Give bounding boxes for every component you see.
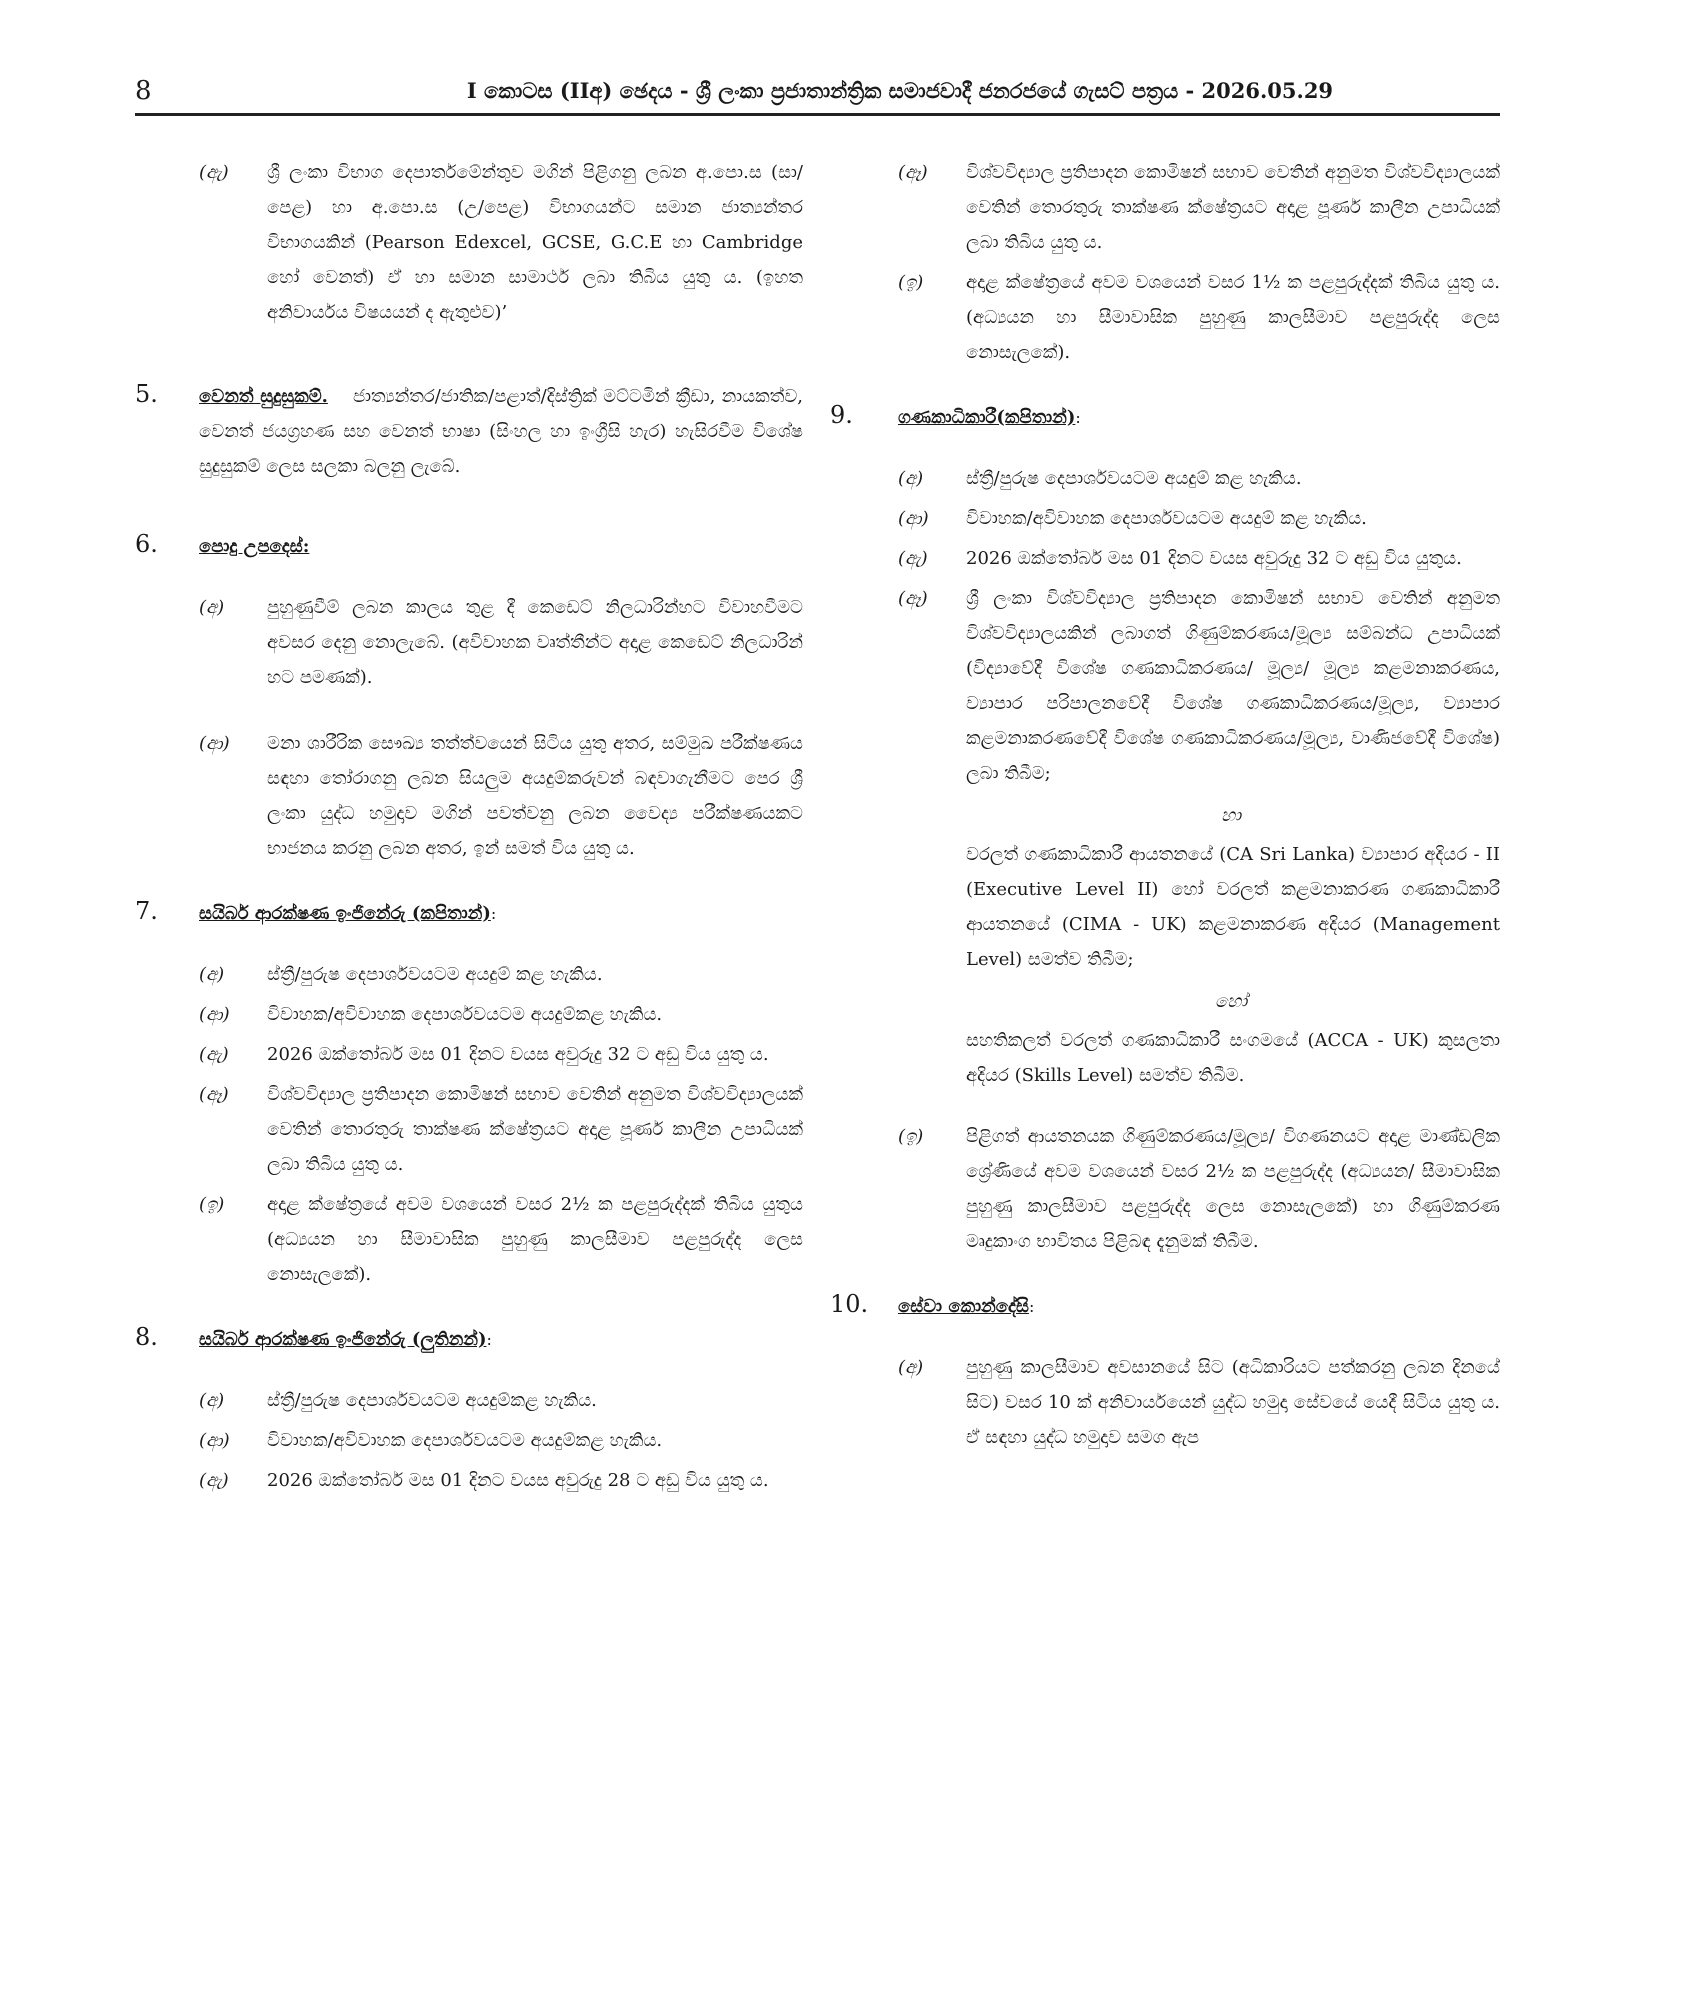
list-item: (ඉ) අදාළ ක්ෂේත්‍රයේ අවම වශයෙන් වසර 1½ ක පළපුරුද්දක් තිබිය යුතු ය. (අධ්‍යයන හා සීමාවාසික පුහුණු කාලසීමාව පළපුරුද්ද ලෙස නොසැලකේ). bbox=[898, 272, 1500, 363]
qualification-text: වරලත් ගණකාධිකාරී ආයතනයේ (CA Sri Lanka) ව්‍යාපාර අදියර - II (Executive Level II) හෝ වරලත් කළමනාකරණ ගණකාධිකාරී ආයතනයේ (CIMA - UK) කළමනාකරණ අදියර (Management Level) සමත්ව තිබීම; bbox=[966, 844, 1500, 970]
section-10: 10. සේවා කොන්දේසි: bbox=[830, 1290, 1035, 1318]
section-heading: වෙනත් සුදුසුකම්. bbox=[199, 386, 328, 407]
list-item: (ඇ) 2026 ඔක්තෝබර් මස 01 දිනට වයස අවුරුදු 32 ට අඩු විය යුතු ය. bbox=[199, 1044, 769, 1065]
section-heading: සේවා කොන්දේසි bbox=[898, 1296, 1029, 1317]
list-item: (ඇ) 2026 ඔක්තෝබර් මස 01 දිනට වයස අවුරුදු 32 ට අඩු විය යුතුය. bbox=[898, 548, 1462, 569]
section-heading: ගණකාධිකාරී(කපිතාන්) bbox=[898, 407, 1076, 428]
section-7: 7. සයිබර් ආරක්ෂණ ඉංජිනේරු (කපිතාන්): bbox=[135, 897, 497, 925]
list-item: (අ) ස්ත්‍රී/පුරුෂ දෙපාර්ශවයටම අයදුම්කළ හැකිය. bbox=[199, 1390, 597, 1411]
list-item: (ඈ) විශ්වවිද්‍යාල ප්‍රතිපාදන කොමිෂන් සභාව වෙතින් අනුමත විශ්වවිද්‍යාලයක් වෙතින් තොරතුරු තාක්ෂණ ක්ෂේත්‍රයට අදාළ පූර්ණ කාලීන උපාධියක් ලබා තිබිය යුතු ය. bbox=[898, 162, 1500, 253]
qualification-text: සහතිකලත් වරලත් ගණකාධිකාරී සංගමයේ (ACCA - UK) කුසලතා අදියර (Skills Level) සමත්ව තිබීම. bbox=[966, 1030, 1500, 1086]
list-item: (අ) පුහුණු කාලසීමාව අවසානයේ සිට (අධිකාරියට පත්කරනු ලබන දිනයේ සිට) වසර 10 ක් අනිවාර්යයෙන් යුද්ධ හමුදා සේවයේ යෙදී සිටිය යුතු ය. ඒ සඳහා යුද්ධ හමුදාව සමග ඇප bbox=[898, 1357, 1500, 1448]
gazette-title: I කොටස (IIඅ) ඡෙදය - ශ්‍රී ලංකා ප්‍රජාතාන්ත්‍රික සමාජවාදී ජනරජයේ ගැසට් පත්‍රය - 2026.05.29 bbox=[466, 78, 1334, 103]
list-item: (ඈ) ශ්‍රී ලංකා විශ්වවිද්‍යාල ප්‍රතිපාදන කොමිෂන් සභාව වෙතින් අනුමත විශ්වවිද්‍යාලයකින් ලබාගත් ගිණුම්කරණය/මූල්‍ය සම්බන්ධ උපාධියක් (විද්‍යාවේදී විශේෂ ගණකාධිකරණය/ මූල්‍ය/ මූල්‍ය කළමනාකරණය, ව්‍යාපාර පරිපාලනවේදී විශේෂ ගණකාධිකරණය/මූල්‍ය, ව්‍යාපාර කළමනාකරණවේදී විශේෂ ගණකාධිකරණය/මූල්‍ය, වාණිජවේදී විශේෂ) ලබා තිබීම; bbox=[898, 588, 1500, 784]
list-item: (ආ) මනා ශාරීරික සෞඛ්‍ය තත්ත්වයෙන් සිටිය යුතු අතර, සම්මුඛ පරීක්ෂණය සඳහා තෝරාගනු ලබන සියලුම අයදුම්කරුවන් බඳවාගැනීමට පෙර ශ්‍රී ලංකා යුද්ධ හමුදාව මගින් පවත්වනු ලබන වෛද්‍ය පරීක්ෂණයකට භාජනය කරනු ලබන අතර, ඉන් සමත් විය යුතු ය. bbox=[199, 733, 803, 859]
section-heading: සයිබර් ආරක්ෂණ ඉංජිනේරු (කපිතාන්) bbox=[199, 903, 491, 924]
page-header bbox=[135, 70, 1500, 116]
section-5: 5. වෙනත් සුදුසුකම්. ජාත්‍යන්තර/ජාතික/පළාත්/දිස්ත්‍රික් මට්ටමින් ක්‍රීඩා, නායකත්ව, වෙනත් ජයග්‍රහණ සහ වෙනත් භාෂා (සිංහල හා ඉංග්‍රීසි හැර) හැසිරවීම විශේෂ සුදුසුකම් ලෙස සලකා බලනු ලැබේ. bbox=[135, 380, 803, 477]
right-column bbox=[830, 155, 1500, 1460]
section-heading: පොදු උපදෙස්: bbox=[199, 536, 310, 557]
page-number: 8 bbox=[135, 76, 152, 106]
list-item: (ඇ) ශ්‍රී ලංකා විභාග දෙපාර්තමේන්තුව මගින් පිළිගනු ලබන අ.පො.ස (සා/පෙළ) හා අ.පො.ස (උ/පෙළ) විභාගයන්ට සමාන ජාත්‍යන්තර විභාගයකින් (Pearson Edexcel, GCSE, G.C.E හා Cambridge හෝ වෙනත්) ඒ හා සමාන සාමාර්ථ ලබා තිබිය යුතු ය. (ඉහත අනිවාර්යය විෂයයන් ද ඇතුළුව)’ bbox=[199, 162, 803, 323]
section-9: 9. ගණකාධිකාරී(කපිතාන්): bbox=[830, 401, 1081, 429]
left-column bbox=[135, 155, 803, 1503]
list-item: (ආ) විවාහක/අවිවාහක දෙපාර්ශවයටම අයදුම්කළ හැකිය. bbox=[199, 1430, 663, 1451]
conjunction-or: හෝ bbox=[1214, 991, 1248, 1012]
list-item: (ඉ) පිළිගත් ආයතනයක ගිණුම්කරණය/මූල්‍ය/ විගණනයට අදාළ මාණ්ඩලික ශ්‍රේණියේ අවම වශයෙන් වසර 2½ ක පළපුරුද්ද (අධ්‍යයන/ සීමාවාසික පුහුණු කාලසීමාව පළපුරුද්ද ලෙස නොසැලකේ) හා ගිණුම්කරණ මෘදුකාංග භාවිතය පිළිබඳ දැනුමක් තිබීම. bbox=[898, 1126, 1500, 1252]
list-item: (ඇ) 2026 ඔක්තෝබර් මස 01 දිනට වයස අවුරුදු 28 ට අඩු විය යුතු ය. bbox=[199, 1470, 769, 1491]
list-item: (අ) පුහුණුවීම් ලබන කාලය තුළ දී කෙඩෙට් නිලධාරින්හට විවාහවීමට අවසර දෙනු නොලැබේ. (අවිවාහක වෘත්තීන්ට අදාළ කෙඩෙට් නිලධාරින් හට පමණක්). bbox=[199, 597, 803, 688]
section-8: 8. සයිබර් ආරක්ෂණ ඉංජිනේරු (ලුතිනන්): bbox=[135, 1323, 492, 1351]
header-rule bbox=[135, 113, 1500, 116]
conjunction-and: හා bbox=[1220, 805, 1242, 826]
list-item: (අ) ස්ත්‍රී/පුරුෂ දෙපාර්ශවයටම අයදුම් කළ හැකිය. bbox=[898, 468, 1302, 489]
list-item: (අ) ස්ත්‍රී/පුරුෂ දෙපාර්ශවයටම අයදුම් කළ හැකිය. bbox=[199, 964, 603, 985]
list-item: (ආ) විවාහක/අවිවාහක දෙපාර්ශවයටම අයදුම්කළ හැකිය. bbox=[199, 1004, 663, 1025]
list-item: (ආ) විවාහක/අවිවාහක දෙපාර්ශවයටම අයදුම් කළ හැකිය. bbox=[898, 508, 1367, 529]
list-item: (ඉ) අදාළ ක්ෂේත්‍රයේ අවම වශයෙන් වසර 2½ ක පළපුරුද්දක් තිබිය යුතුය (අධ්‍යයන හා සීමාවාසික පුහුණු කාලසීමාව පළපුරුද්ද ලෙස නොසැලකේ). bbox=[199, 1194, 803, 1285]
section-6: 6. පොදු උපදෙස්: bbox=[135, 530, 310, 558]
section-heading: සයිබර් ආරක්ෂණ ඉංජිනේරු (ලුතිනන්) bbox=[199, 1329, 487, 1350]
list-item: (ඈ) විශ්වවිද්‍යාල ප්‍රතිපාදන කොමිෂන් සභාව වෙතින් අනුමත විශ්වවිද්‍යාලයක් වෙතින් තොරතුරු තාක්ෂණ ක්ෂේත්‍රයට අදාළ පූර්ණ කාලීන උපාධියක් ලබා තිබිය යුතු ය. bbox=[199, 1084, 803, 1175]
